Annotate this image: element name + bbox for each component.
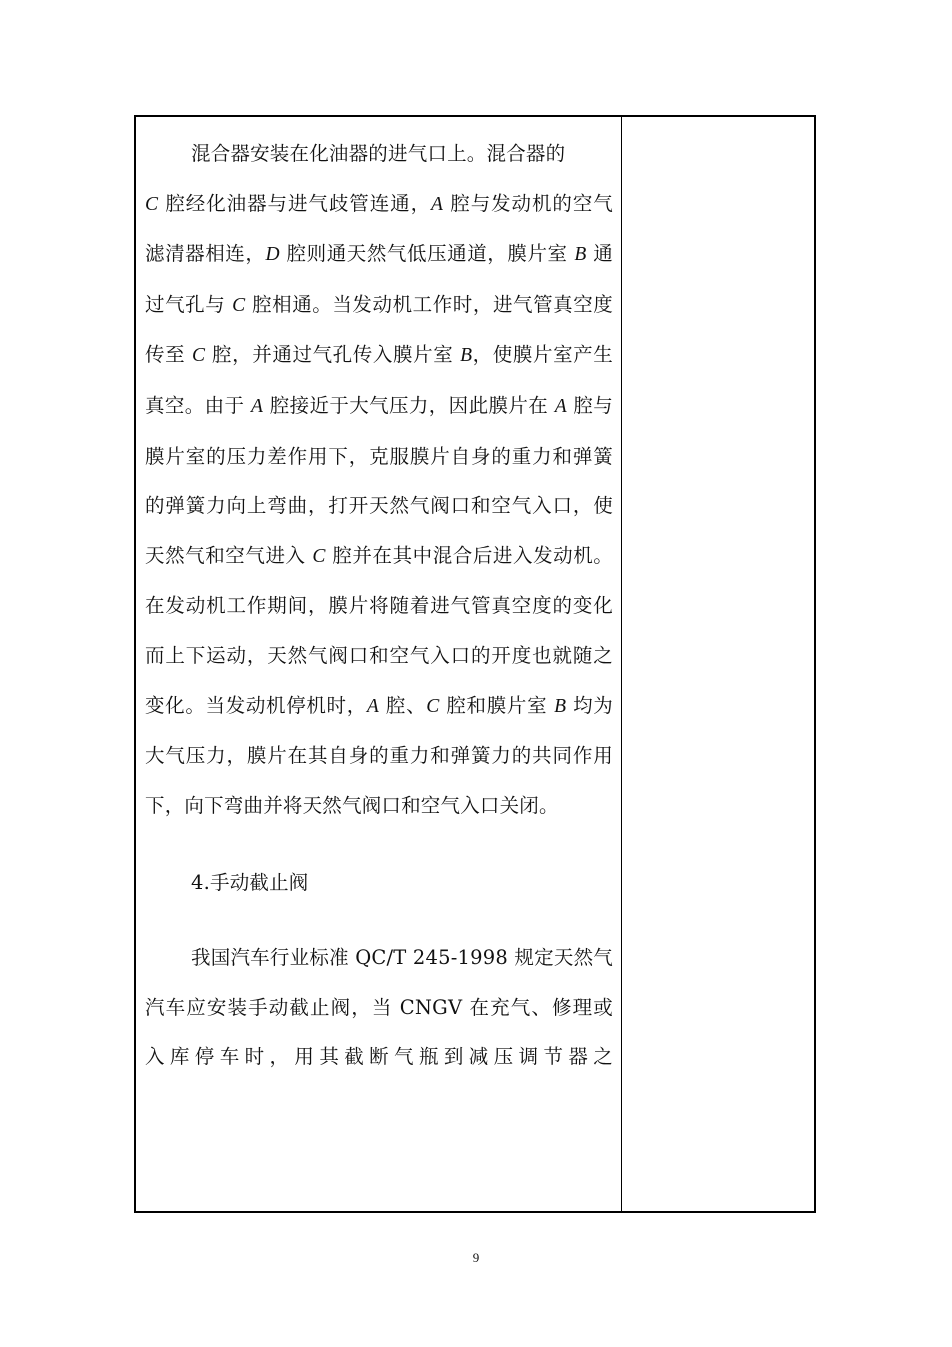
section-heading: 4.手动截止阀 (191, 871, 309, 895)
page-number: 9 (472, 1250, 480, 1265)
paragraph-shutoff-valve: 我国汽车行业标准 QC/T 245-1998 规定天然气汽车应安装手动截止阀，当 CNGV 在充气、修理或入库停车时，用其截断气瓶到减压调节器之 (145, 945, 613, 1069)
text-cell (136, 117, 622, 1211)
content-table (134, 115, 816, 1213)
paragraph-mixer: 混合器安装在化油器的进气口上。混合器的 C 腔经化油器与进气歧管连通，A 腔与发动机的空气滤清器相连，D 腔则通天然气低压通道，膜片室 B 通过气孔与 C 腔相通。当发动机工作时，进气管真空度传至 C 腔，并通过气孔传入膜片室 B，使膜片室产生真空。由于 A 腔接近于大气压力，因此膜片在 A 腔与膜片室的压力差作用下，克服膜片自身的重力和弹簧的弹簧力向上弯曲，打开天然气阀口和空气入口，使天然气和空气进入 C 腔并在其中混合后进入发动机。在发动机工作期间，膜片将随着进气管真空度的变化而上下运动，天然气阀口和空气入口的开度也就随之变化。当发动机停机时，A 腔、C 腔和膜片室 B 均为大气压力，膜片在其自身的重力和弹簧力的共同作用下，向下弯曲并将天然气阀口和空气入口关闭。 (145, 142, 614, 817)
empty-cell (622, 117, 814, 1211)
